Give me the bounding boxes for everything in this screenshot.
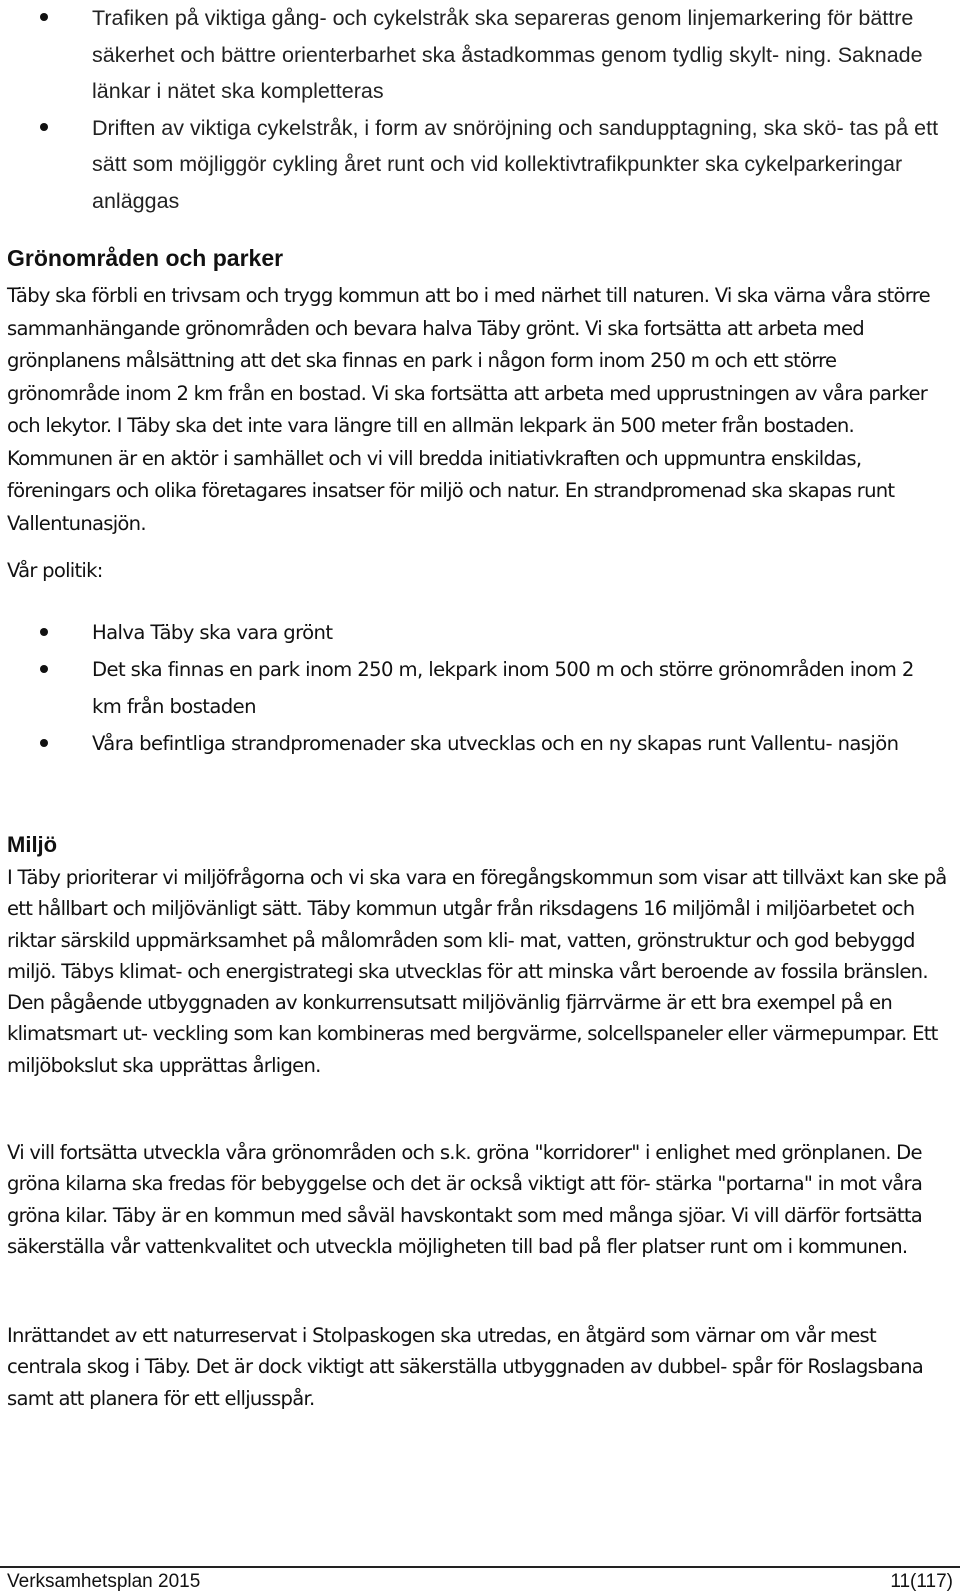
- list-item-text: Det ska finnas en park inom 250 m, lekpark inom 500 m och större grönområden inom 2 km från bostaden: [92, 658, 914, 718]
- list-item: [0, 110, 946, 220]
- list-item: [0, 614, 946, 651]
- footer-page-number: 11(117): [890, 1571, 953, 1592]
- list-item: [0, 0, 946, 110]
- miljo-paragraph-3: Inrättandet av ett naturreservat i Stolpaskogen ska utredas, en åtgärd som värnar om vår mest centrala skog i Täby. Det är dock viktigt att säkerställa utbyggnaden av dubbel- spår för Roslagsbana samt att planera för ett elljusspår.: [7, 1324, 923, 1410]
- footer-divider: [0, 1566, 960, 1568]
- bullet-icon: [40, 739, 48, 747]
- list-item: [0, 725, 946, 762]
- bullet-icon: [40, 628, 48, 636]
- list-item-text: Våra befintliga strandpromenader ska utvecklas och en ny skapas runt Vallentu- nasjön: [92, 732, 899, 755]
- miljo-paragraph-1: I Täby prioriterar vi miljöfrågorna och vi ska vara en föregångskommun som visar att tillväxt kan ske på ett hållbart och miljövänligt sätt. Täby kommun utgår från riksdagens 16 miljömål i miljöarbetet och riktar särskild uppmärksamhet på målområden som kli- mat, vatten, grönstruktur och god bebyggd miljö. Täbys klimat- och energistrategi ska utvecklas för att minska vårt beroende av fossila bränslen. Den pågående utbyggnaden av konkurrensutsatt miljövänlig fjärrvärme är ett bra exempel på en klimatsmart ut- veckling som kan kombineras med bergvärme, solcellspaneler eller värmepumpar. Ett miljöbokslut ska upprättas årligen.: [7, 866, 947, 1077]
- cycling-bullet-list: [0, 0, 946, 219]
- gronomraden-paragraph: Täby ska förbli en trivsam och trygg kommun att bo i med närhet till naturen. Vi ska värna våra större sammanhängande grönområden och bevara halva Täby grönt. Vi ska fortsätta att arbeta med grönplanens målsättning att det ska finnas en park i någon form inom 250 m och ett större grönområde inom 2 km från en bostad. Vi ska fortsätta att arbeta med upprustningen av våra parker och lekytor. I Täby ska det inte vara längre till en allmän lekpark än 500 meter från bostaden. Kommunen är en aktör i samhället och vi vill bredda initiativkraften och uppmuntra enskildas, föreningars och olika företagares insatser för miljö och natur. En strandpromenad ska skapas runt Vallentunasjön.: [7, 284, 930, 535]
- footer-document-title: Verksamhetsplan 2015: [7, 1571, 201, 1592]
- miljo-paragraph-2: Vi vill fortsätta utveckla våra grönområden och s.k. gröna "korridorer" i enlighet med grönplanen. De gröna kilarna ska fredas för bebyggelse och det är också viktigt att för- stärka "portarna" in mot våra gröna kilar. Täby är en kommun med såväl havskontakt som med många sjöar. Vi vill därför fortsätta säkerställa vår vattenkvalitet och utveckla möjligheten till bad på fler platser runt om i kommunen.: [7, 1141, 923, 1258]
- bullet-icon: [40, 665, 48, 673]
- bullet-icon: [40, 13, 48, 21]
- section-heading-gronomraden: Grönområden och parker: [7, 245, 284, 271]
- politik-bullet-list: [0, 614, 946, 762]
- list-item-text: Trafiken på viktiga gång- och cykelstråk ska separeras genom linjemarkering för bättre säkerhet och bättre orienterbarhet ska åstadkommas genom tydlig skylt- ning. Saknade länkar i nätet ska kompletteras: [92, 6, 923, 103]
- list-item: [0, 651, 946, 725]
- list-item-text: Driften av viktiga cykelstråk, i form av snöröjning och sandupptagning, ska skö- tas på ett sätt som möjliggör cykling året runt och vid kollektivtrafikpunkter ska cykelparkeringar anläggas: [92, 115, 939, 213]
- list-item-text: Halva Täby ska vara grönt: [92, 621, 333, 644]
- section-heading-miljo: Miljö: [7, 832, 58, 857]
- page-footer: [7, 1570, 953, 1594]
- bullet-icon: [40, 123, 48, 131]
- politik-label: Vår politik:: [7, 559, 103, 582]
